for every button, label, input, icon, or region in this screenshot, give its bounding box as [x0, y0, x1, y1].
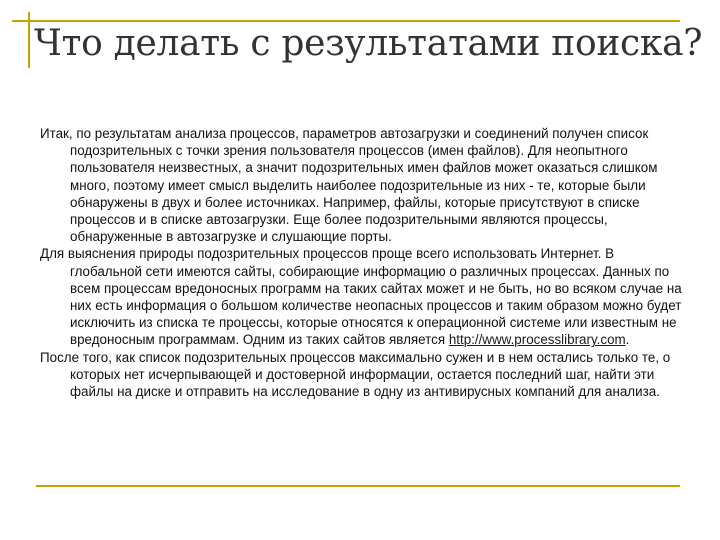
- processlibrary-link[interactable]: http://www.processlibrary.com: [448, 332, 626, 348]
- paragraph-process-nature-end: .: [625, 332, 630, 348]
- paragraph-analysis-results: Итак, по результатам анализа процессов, параметров автозагрузки и соединений получен список подозрительных с точки зрения пользователя процессов (имен файлов). Для неопытного пользователя неизвестных, а значит подозрительных имен файлов может оказаться слишком много, поэтому имеет смысл выделить наиболее подозрительные из них - те, которые были обнаружены в двух и более источниках. Например, файлы, которые присутствуют в списке процессов и в списке автозагрузки. Еще более подозрительными являются процессы, обнаруженные в автозагрузке и слушающие порты.: [40, 126, 658, 245]
- paragraph-process-nature-text: Для выяснения природы подозрительных процессов проще всего использовать Интернет. В глобальной сети имеются сайты, собирающие информацию о различных процессах. Данных по всем процессам вредоносных программ на таких сайтах может и не быть, но во всяком случае на них есть информация о большом количестве неопасных процессов и таким образом можно будет исключить из списка те процессы, которые относятся к операционной системе или известным не вредоносным программам. Одним из таких сайтов является: [40, 246, 682, 348]
- slide-title: Что делать с результатами поиска?: [34, 23, 703, 64]
- slide-body: [40, 125, 682, 400]
- paragraph-final-step: После того, как список подозрительных процессов максимально сужен и в нем остались только те, о которых нет исчерпывающей и достоверной информации, остается последний шаг, найти эти файлы на диске и отправить на исследование в одну из антивирусных компаний для анализа.: [40, 349, 671, 400]
- bottom-accent-line: [36, 485, 680, 487]
- paragraph-process-nature: [40, 245, 682, 348]
